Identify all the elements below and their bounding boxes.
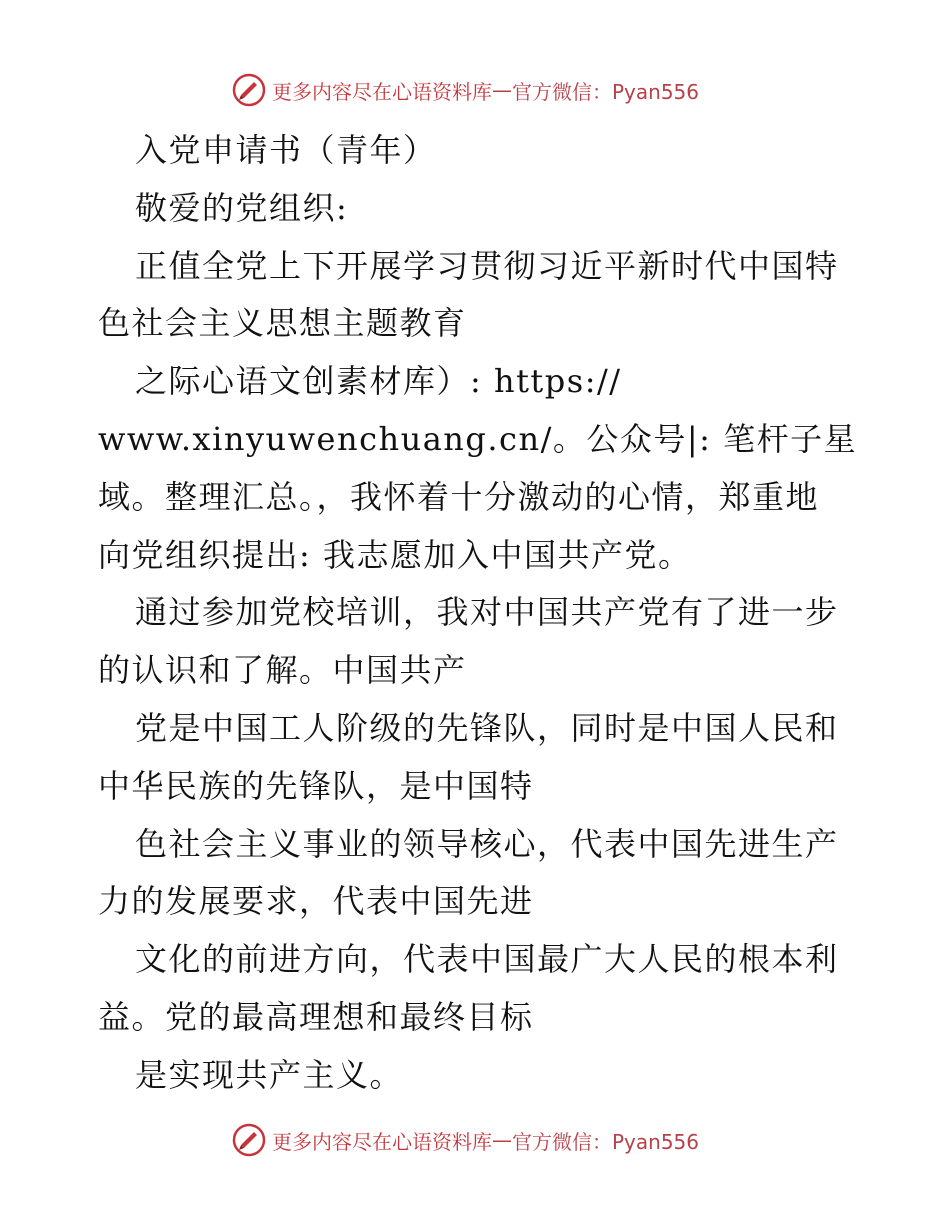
watermark-dash: — <box>492 78 512 102</box>
watermark-official-account: 官方微信：Pyan556 <box>512 1129 700 1154</box>
text-line: 向党组织提出: 我志愿加入中国共产党。 <box>98 535 692 574</box>
text-line: 正值全党上下开展学习贯彻习近平新时代中国特 <box>135 246 839 285</box>
text-line: www.xinyuwenchuang.cn/。公众号|: 笔杆子星 <box>98 419 858 458</box>
text-line: 的认识和了解。中国共产 <box>98 651 467 690</box>
text-line: 中华民族的先锋队，是中国特 <box>98 766 534 805</box>
document-body <box>98 122 858 1105</box>
watermark-brand-text: 更多内容尽在心语资料库 <box>272 1129 492 1154</box>
text-line: 敬爱的党组织: <box>135 188 349 227</box>
text-line: 益。党的最高理想和最终目标 <box>98 997 534 1036</box>
header-watermark <box>232 70 699 110</box>
watermark-official-account: 官方微信：Pyan556 <box>512 79 700 104</box>
text-line: 色社会主义事业的领导核心，代表中国先进生产 <box>135 824 839 863</box>
watermark-brand-text: 更多内容尽在心语资料库 <box>272 79 492 104</box>
text-line: 文化的前进方向，代表中国最广大人民的根本利 <box>135 940 839 979</box>
text-line: 域。整理汇总。，我怀着十分激动的心情，郑重地 <box>98 477 820 516</box>
text-line: 力的发展要求，代表中国先进 <box>98 882 534 921</box>
text-line: 色社会主义思想主题教育 <box>98 304 467 343</box>
watermark-dash: — <box>492 1128 512 1152</box>
text-line: 是实现共产主义。 <box>135 1055 404 1094</box>
text-line: 之际心语文创素材库）: https:// <box>135 362 622 401</box>
text-line: 党是中国工人阶级的先锋队，同时是中国人民和 <box>135 708 839 747</box>
document-title: 入党申请书（青年） <box>135 131 437 169</box>
text-line: 通过参加党校培训，我对中国共产党有了进一步 <box>135 593 839 632</box>
footer-watermark <box>232 1120 699 1160</box>
brand-logo-icon <box>232 1123 266 1157</box>
brand-logo-icon <box>232 73 266 107</box>
